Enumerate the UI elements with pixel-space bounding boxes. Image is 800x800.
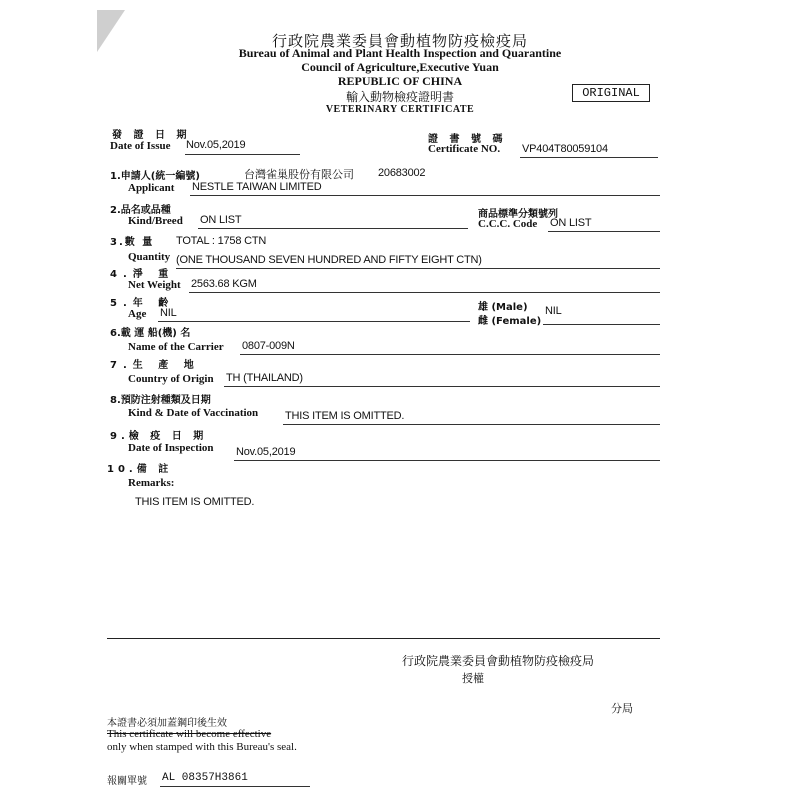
quantity-total: TOTAL : 1758 CTN: [176, 235, 267, 247]
kind-label: Kind/Breed: [128, 215, 183, 227]
age-label: Age: [128, 308, 147, 320]
issue-date-underline: [185, 154, 300, 155]
certificate-no-label-zh: 證 書 號 碼: [428, 134, 507, 145]
sex-value: NIL: [545, 305, 562, 317]
carrier-underline: [240, 354, 660, 355]
carrier-label: Name of the Carrier: [128, 341, 224, 353]
inspection-value: Nov.05,2019: [236, 446, 296, 458]
original-stamp: ORIGINAL: [572, 84, 650, 102]
remarks-label: Remarks:: [128, 477, 175, 489]
applicant-tax-id: 20683002: [378, 167, 426, 179]
customs-underline: [160, 786, 310, 787]
net-weight-label-zh: 4.淨 重: [110, 269, 175, 280]
ccc-label-zh: 商品標準分類號列: [478, 209, 558, 220]
male-label: 雄 (Male): [478, 302, 528, 313]
kind-underline: [198, 228, 468, 229]
authorized-zh: 授權: [462, 672, 484, 685]
net-weight-label: Net Weight: [128, 279, 181, 291]
origin-underline: [224, 386, 660, 387]
agency-name-zh: 行政院農業委員會動植物防疫檢疫局: [271, 32, 528, 50]
applicant-name-zh: 台灣雀巢股份有限公司: [244, 168, 354, 181]
ccc-label: C.C.C. Code: [478, 218, 538, 230]
age-underline: [158, 321, 470, 322]
branch-zh: 分局: [611, 702, 633, 715]
seal-note-en-1: This certificate will become effective: [107, 728, 272, 740]
age-value: NIL: [160, 307, 177, 319]
net-weight-value: 2563.68 KGM: [191, 278, 257, 290]
quantity-underline: [176, 268, 660, 269]
female-label: 雌 (Female): [478, 316, 542, 327]
inspection-label-zh: 9.檢 疫 日 期: [110, 431, 208, 442]
inspection-label: Date of Inspection: [128, 442, 214, 454]
quantity-words: (ONE THOUSAND SEVEN HUNDRED AND FIFTY EIGHT CTN): [176, 254, 482, 266]
footer-bureau-zh: 行政院農業委員會動植物防疫檢疫局: [402, 654, 595, 668]
carrier-label-zh: 6.載 運 船(機) 名: [110, 328, 191, 339]
issue-date-label-zh: 發 證 日 期: [112, 130, 191, 141]
certificate-no-label: Certificate NO.: [428, 143, 501, 155]
ccc-value: ON LIST: [550, 217, 592, 229]
inspection-underline: [234, 460, 660, 461]
certificate-no-underline: [520, 157, 658, 158]
net-weight-underline: [189, 292, 660, 293]
age-label-zh: 5.年 齡: [110, 298, 175, 309]
seal-note-en-2: only when stamped with this Bureau's seal.: [107, 741, 297, 753]
applicant-label-zh: 1.申請人(統一編號): [110, 171, 200, 182]
vaccination-underline: [283, 424, 660, 425]
customs-number: AL 08357H3861: [162, 772, 248, 784]
sex-underline: [543, 324, 660, 325]
remarks-label-zh: 10.備 註: [107, 464, 173, 475]
carrier-value: 0807-009N: [242, 340, 295, 352]
remarks-value: THIS ITEM IS OMITTED.: [135, 496, 255, 508]
signature-divider: [107, 638, 660, 639]
seal-note-zh: 本證書必須加蓋鋼印後生效: [107, 718, 227, 729]
quantity-label: Quantity: [128, 251, 171, 263]
certificate-title-zh: 輸入動物檢疫證明書: [345, 90, 454, 104]
kind-label-zh: 2.品名或品種: [110, 205, 171, 216]
quantity-label-zh: 3.數 量: [110, 237, 155, 248]
ccc-underline: [548, 231, 660, 232]
vaccination-label: Kind & Date of Vaccination: [128, 407, 259, 419]
applicant-underline: [190, 195, 660, 196]
certificate-title-en: VETERINARY CERTIFICATE: [325, 104, 475, 115]
issue-date-value: Nov.05,2019: [186, 139, 246, 151]
customs-label-zh: 報關單號: [107, 776, 147, 787]
country-name: REPUBLIC OF CHINA: [337, 74, 463, 88]
kind-value: ON LIST: [200, 214, 242, 226]
agency-name-en: Bureau of Animal and Plant Health Inspection and Quarantine: [238, 46, 562, 60]
applicant-name: NESTLE TAIWAN LIMITED: [192, 181, 322, 193]
certificate-no-value: VP404T80059104: [522, 143, 608, 155]
council-name: Council of Agriculture,Executive Yuan: [301, 60, 499, 74]
origin-label-zh: 7.生 產 地: [110, 360, 200, 371]
issue-date-label: Date of Issue: [110, 140, 171, 152]
vaccination-label-zh: 8.預防注射種類及日期: [110, 395, 211, 406]
vaccination-value: THIS ITEM IS OMITTED.: [285, 410, 405, 422]
origin-value: TH (THAILAND): [226, 372, 303, 384]
origin-label: Country of Origin: [128, 373, 214, 385]
applicant-label: Applicant: [128, 182, 175, 194]
